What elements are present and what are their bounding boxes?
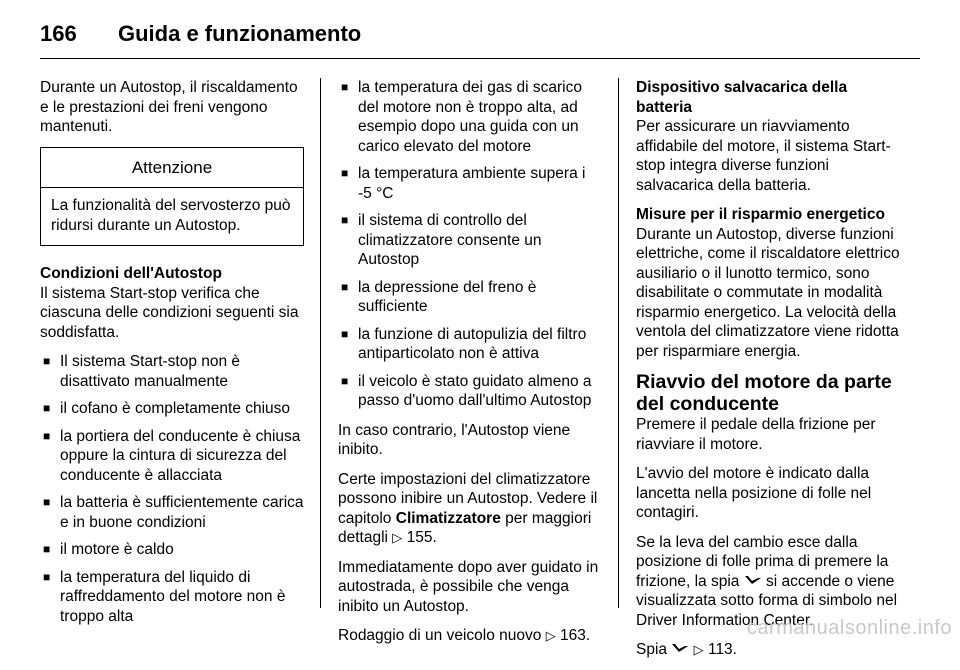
conditions-intro: Il sistema Start-stop verifica che ciascuna delle condizioni seguenti sia soddisfatta. <box>40 284 299 341</box>
list-item: ■ la batteria è sufficientemente carica e in buone condizioni <box>40 493 304 532</box>
column-1 <box>40 78 304 636</box>
energy-paragraph: Durante un Autostop, diverse funzioni elettriche, come il riscaldatore elettrico ausiliario o il lunotto termico, sono disabilitate o commutate in modalità risparmio energetico. La velocità della ventola del climatizzatore viene ridotta per risparmiare energia. <box>636 225 900 360</box>
list-item: ■ il cofano è completamente chiuso <box>40 399 304 419</box>
page-reference-arrow-icon: ▷ <box>693 642 704 657</box>
page-reference-arrow-icon: ▷ <box>545 628 556 643</box>
header-divider <box>40 58 920 59</box>
column-divider-2 <box>618 78 619 608</box>
list-item: ■ la temperatura dei gas di scarico del motore non è troppo alta, ad esempio dopo una guida con un carico elevato del motore <box>338 78 602 156</box>
column-3 <box>636 78 900 670</box>
list-item: ■ Il sistema Start-stop non è disattivato manualmente <box>40 352 304 391</box>
intro-paragraph: Durante un Autostop, il riscaldamento e le prestazioni dei freni vengono mantenuti. <box>40 79 298 135</box>
conditions-heading: Condizioni dell'Autostop <box>40 265 222 282</box>
page-number: 166 <box>40 21 77 46</box>
battery-heading: Dispositivo salvacarica della batteria <box>636 79 848 116</box>
breakin-text: Rodaggio di un veicolo nuovo <box>338 627 542 644</box>
breakin-paragraph <box>338 626 602 646</box>
list-item: ■ il motore è caldo <box>40 540 304 560</box>
list-item: ■ la funzione di autopulizia del filtro antiparticolato non è attiva <box>338 325 602 364</box>
tachometer-paragraph: L'avvio del motore è indicato dalla lancetta nella posizione di folle nel contagiri. <box>636 465 872 521</box>
attention-body: La funzionalità del servosterzo può ridursi durante un Autostop. <box>51 197 291 234</box>
page-title: Guida e funzionamento <box>118 21 362 46</box>
conditions-list-continued <box>338 78 602 411</box>
page-header <box>40 14 920 54</box>
climate-link[interactable]: Climatizzatore <box>395 509 501 527</box>
climate-paragraph <box>338 470 602 548</box>
gear-lever-text: Se la leva del cambio esce dalla posizione di folle prima di premere la frizione, la spia <box>636 533 889 590</box>
climate-text: Certe impostazioni del climatizzatore possono inibire un Autostop. Vedere il capitolo <box>338 470 598 527</box>
page-reference[interactable]: 163. <box>560 627 591 644</box>
list-item: ■ il sistema di controllo del climatizzatore consente un Autostop <box>338 211 602 270</box>
indicator-paragraph <box>636 640 900 660</box>
autostop-indicator-icon <box>671 640 689 660</box>
restart-heading: Riavvio del motore da parte del conducente <box>636 371 892 415</box>
highway-paragraph: Immediatamente dopo aver guidato in autostrada, è possibile che venga inibito un Autostop. <box>338 558 599 615</box>
climate-text-2: per maggiori dettagli <box>338 509 592 546</box>
attention-title: Attenzione <box>41 148 303 189</box>
gear-lever-paragraph <box>636 533 900 631</box>
indicator-text: Spia <box>636 641 668 658</box>
page-reference[interactable]: 155. <box>406 529 437 546</box>
list-item: ■ il veicolo è stato guidato almeno a passo d'uomo dall'ultimo Autostop <box>338 372 602 411</box>
list-item: ■ la temperatura ambiente supera i -5 °C <box>338 164 602 203</box>
column-divider-1 <box>320 78 321 608</box>
autostop-indicator-icon <box>744 572 762 592</box>
watermark: carmanualsonline.info <box>746 617 952 639</box>
gear-lever-text-2: si accende o viene visualizzata sotto forma di simbolo nel Driver Information Center. <box>636 572 898 629</box>
attention-box <box>40 147 304 247</box>
page-reference[interactable]: 113. <box>707 641 737 658</box>
column-2 <box>338 78 602 656</box>
inhibit-paragraph: In caso contrario, l'Autostop viene inibito. <box>338 421 571 458</box>
energy-heading: Misure per il risparmio energetico <box>636 206 885 223</box>
list-item: ■ la depressione del freno è sufficiente <box>338 278 602 317</box>
clutch-paragraph: Premere il pedale della frizione per riavviare il motore. <box>636 416 876 453</box>
conditions-list <box>40 352 304 626</box>
list-item: ■ la portiera del conducente è chiusa oppure la cintura di sicurezza del conducente è allacciata <box>40 427 304 486</box>
list-item: ■ la temperatura del liquido di raffreddamento del motore non è troppo alta <box>40 568 304 627</box>
battery-paragraph: Per assicurare un riavviamento affidabile del motore, il sistema Start-stop integra diverse funzioni salvacarica della batteria. <box>636 118 891 194</box>
page-reference-arrow-icon: ▷ <box>392 530 403 545</box>
